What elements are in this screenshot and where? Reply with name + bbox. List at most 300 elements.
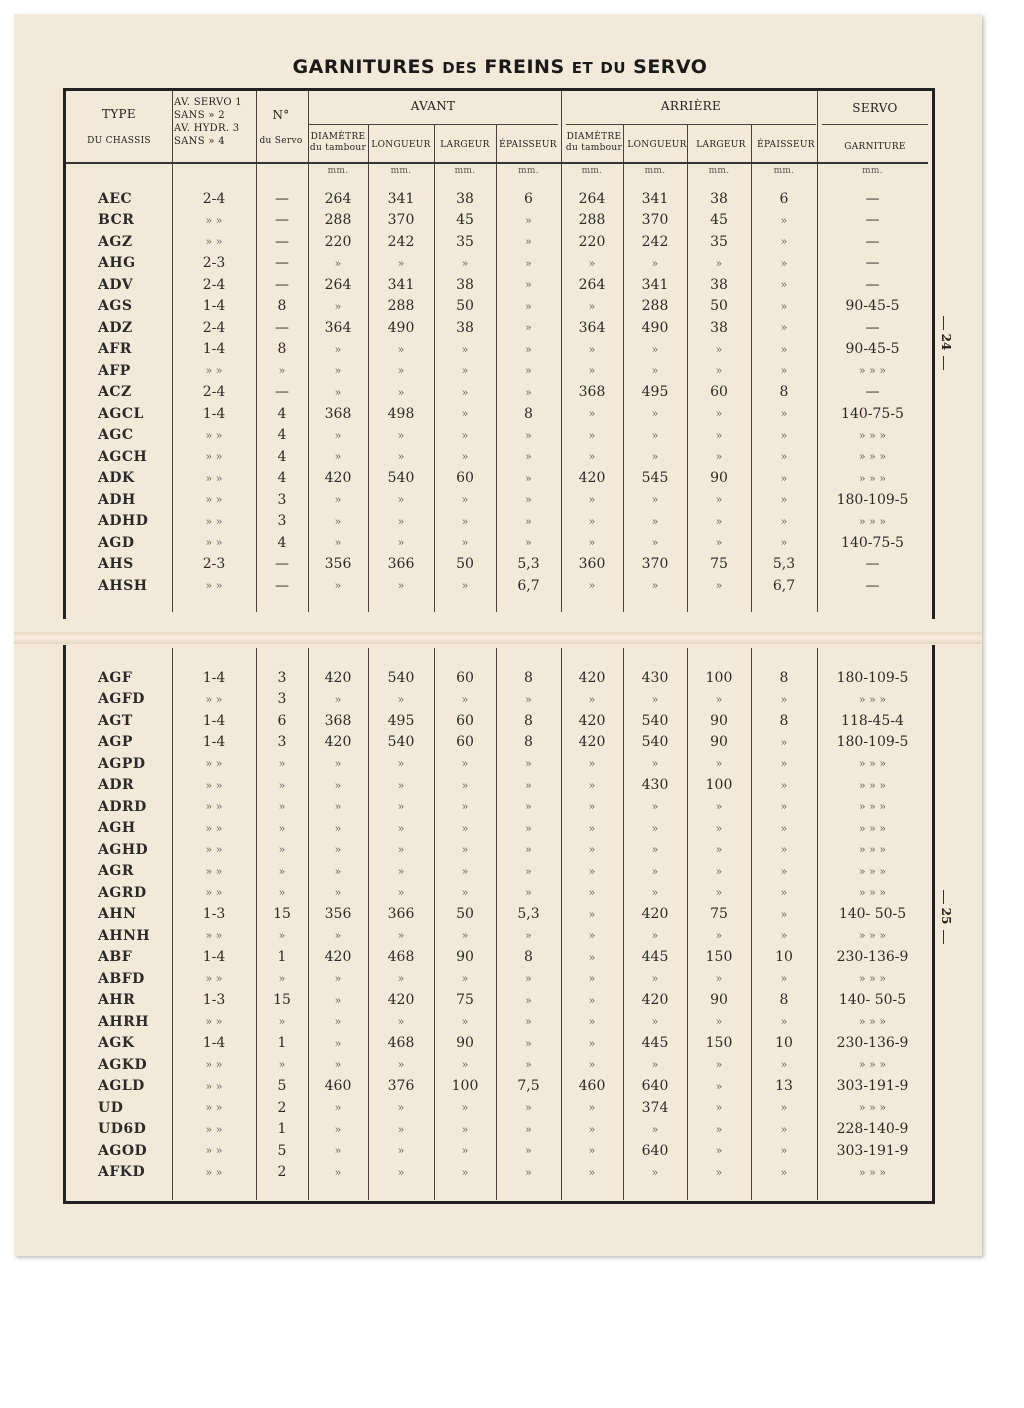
table-row [66, 732, 928, 754]
table-cell: » [525, 1101, 532, 1115]
header-type: TYPE [102, 107, 136, 121]
table-cell: » [461, 1015, 469, 1029]
table-cell: » » [205, 1015, 223, 1029]
table-cell: 368 [578, 384, 606, 401]
table-cell: » [715, 493, 723, 507]
table-row [66, 1076, 928, 1098]
chassis-type-cell: AGP [98, 734, 133, 751]
table-cell: 288 [641, 298, 669, 315]
table-cell: » [715, 1079, 723, 1093]
table-cell: 364 [324, 319, 352, 336]
table-cell: » [461, 1101, 469, 1115]
table-cell: » » [205, 1058, 223, 1072]
table-cell: » [651, 407, 659, 421]
table-cell: » [397, 800, 405, 814]
table-cell: » » » [858, 1058, 887, 1072]
table-row [66, 1162, 928, 1184]
table-cell: 118-45-4 [841, 712, 904, 729]
table-cell: 368 [324, 405, 352, 422]
table-cell: 498 [387, 405, 415, 422]
table-cell: » [334, 1058, 342, 1072]
table-cell: » [461, 843, 469, 857]
chassis-type-cell: ADRD [98, 798, 147, 815]
table-cell: » [651, 800, 659, 814]
table-cell: 220 [578, 233, 606, 250]
table-cell: » [588, 972, 596, 986]
table-cell: » [588, 407, 596, 421]
table-cell: » [588, 1122, 596, 1136]
chassis-type-cell: AHR [98, 992, 136, 1009]
table-cell: » [651, 1165, 659, 1179]
table-row [66, 796, 928, 818]
table-cell: 264 [578, 190, 606, 207]
table-cell: » » [205, 235, 223, 249]
table-cell: » [588, 364, 596, 378]
table-cell: 430 [641, 669, 669, 686]
table-row [66, 317, 928, 339]
table-cell: 180-109-5 [836, 491, 909, 508]
table-cell: 366 [387, 906, 415, 923]
table-cell: » [334, 929, 342, 943]
table-cell: 540 [387, 734, 415, 751]
table-cell: » [334, 972, 342, 986]
table-cell: 356 [324, 556, 352, 573]
table-row [66, 667, 928, 689]
table-cell: » [525, 972, 532, 986]
table-cell: — [865, 556, 880, 573]
chassis-type-cell: AGD [98, 534, 135, 551]
table-cell: 230-136-9 [836, 949, 909, 966]
header-rule-arriere [566, 124, 816, 125]
table-cell: » [397, 821, 405, 835]
table-cell: » » [205, 757, 223, 771]
table-cell: 100 [705, 777, 733, 794]
table-row [66, 446, 928, 468]
table-cell: » [588, 536, 596, 550]
table-cell: » [780, 536, 788, 550]
table-cell: » [780, 493, 788, 507]
table-cell: 90 [710, 992, 728, 1009]
table-cell: — [865, 319, 880, 336]
table-cell: » [397, 757, 405, 771]
table-cell: » » [205, 428, 223, 442]
table-cell: » [278, 929, 286, 943]
table-cell: » [525, 471, 532, 485]
table-cell: 242 [387, 233, 415, 250]
table-cell: » [525, 886, 532, 900]
table-cell: 38 [710, 276, 728, 293]
table-cell: 3 [277, 513, 287, 530]
table-cell: » » » [858, 886, 887, 900]
table-cell: » [715, 1144, 723, 1158]
table-row [66, 775, 928, 797]
table-cell: » [588, 993, 596, 1007]
table-cell: 4 [277, 534, 287, 551]
table-cell: » [588, 1165, 596, 1179]
table-cell: — [275, 233, 289, 250]
table-cell: » [715, 692, 723, 706]
brake-table-bottom [66, 667, 928, 1183]
table-cell: 420 [324, 734, 352, 751]
table-cell: » [461, 692, 469, 706]
table-cell: » [715, 364, 723, 378]
chassis-type-cell: UD [98, 1099, 124, 1116]
table-cell: » [780, 235, 788, 249]
chassis-type-cell: AGF [98, 669, 133, 686]
table-cell: » » [205, 364, 223, 378]
table-cell: » [651, 428, 659, 442]
table-cell: » [334, 1036, 342, 1050]
table-cell: 50 [710, 298, 728, 315]
table-cell: » [588, 821, 596, 835]
table-cell: 10 [775, 949, 793, 966]
table-cell: 3 [277, 491, 287, 508]
table-cell: 90 [710, 734, 728, 751]
table-cell: 2-4 [202, 276, 226, 293]
table-cell: 8 [524, 734, 533, 751]
table-cell: » » [205, 864, 223, 878]
table-cell: » [397, 1122, 405, 1136]
table-cell: 180-109-5 [836, 669, 909, 686]
table-cell: » [715, 843, 723, 857]
table-cell: 376 [387, 1078, 415, 1095]
table-cell: 445 [641, 1035, 669, 1052]
table-cell: » [715, 450, 723, 464]
table-row [66, 296, 928, 318]
table-cell: » [397, 428, 405, 442]
table-cell: » » » [858, 1015, 887, 1029]
table-cell: 38 [456, 319, 474, 336]
table-cell: — [275, 276, 289, 293]
table-cell: » [588, 907, 596, 921]
table-cell: 8 [524, 949, 533, 966]
table-cell: 75 [710, 906, 728, 923]
table-cell: 445 [641, 949, 669, 966]
table-cell: » [780, 778, 788, 792]
chassis-type-cell: ADHD [98, 513, 149, 530]
table-cell: » [278, 757, 286, 771]
table-cell: » » » [858, 929, 887, 943]
table-cell: 1 [277, 949, 287, 966]
table-cell: » [334, 1101, 342, 1115]
table-cell: » » » [858, 1101, 887, 1115]
table-cell: 366 [387, 556, 415, 573]
table-cell: » [780, 1101, 788, 1115]
table-row [66, 689, 928, 711]
table-cell: » [588, 929, 596, 943]
table-cell: » [780, 692, 788, 706]
table-cell: » [334, 778, 342, 792]
table-cell: » [397, 256, 405, 270]
table-cell: » [334, 757, 342, 771]
table-cell: 50 [456, 298, 474, 315]
table-cell: » [651, 1058, 659, 1072]
table-cell: — [275, 255, 289, 272]
header-longueur-avant: LONGUEUR [371, 140, 431, 150]
table-cell: 341 [641, 190, 669, 207]
chassis-type-cell: AGC [98, 427, 134, 444]
chassis-type-cell: AFP [98, 362, 131, 379]
unit-label-mm: mm. [708, 166, 730, 176]
table-cell: 288 [324, 212, 352, 229]
table-cell: 45 [456, 212, 474, 229]
header-rule-avant [308, 124, 558, 125]
header-diametre-avant: DIAMÈTRE du tambour [309, 132, 367, 153]
table-cell: » [525, 321, 532, 335]
page-tick-25a [943, 890, 944, 904]
table-cell: 540 [641, 712, 669, 729]
table-cell: » [461, 364, 469, 378]
table-cell: » [780, 1058, 788, 1072]
table-cell: » [651, 536, 659, 550]
chassis-type-cell: BCR [98, 212, 135, 229]
table-cell: » [397, 579, 405, 593]
table-cell: » [588, 579, 596, 593]
table-cell: 420 [324, 669, 352, 686]
table-cell: 1 [277, 1035, 287, 1052]
table-cell: 50 [456, 556, 474, 573]
table-cell: » [715, 864, 723, 878]
table-cell: 60 [710, 384, 728, 401]
table-row [66, 839, 928, 861]
brake-table-top [66, 188, 928, 597]
table-cell: 90-45-5 [845, 341, 900, 358]
table-cell: 468 [387, 1035, 415, 1052]
table-cell: 364 [578, 319, 606, 336]
table-cell: 2-4 [202, 190, 226, 207]
table-cell: » [278, 1058, 286, 1072]
table-cell: » [651, 514, 659, 528]
table-cell: 495 [641, 384, 669, 401]
table-cell: 1 [277, 1121, 287, 1138]
table-cell: » [525, 778, 532, 792]
table-cell: » [461, 929, 469, 943]
table-cell: » [334, 1165, 342, 1179]
table-cell: » [780, 1144, 788, 1158]
table-row [66, 231, 928, 253]
table-cell: 140- 50-5 [838, 906, 907, 923]
table-cell: 4 [277, 448, 287, 465]
table-cell: 420 [578, 470, 606, 487]
table-cell: » [525, 1058, 532, 1072]
table-cell: » [334, 536, 342, 550]
table-cell: » [715, 1165, 723, 1179]
table-cell: 420 [578, 734, 606, 751]
table-cell: 303-191-9 [836, 1142, 909, 1159]
chassis-type-cell: AHRH [98, 1013, 149, 1030]
table-cell: » [334, 342, 342, 356]
table-cell: » [461, 342, 469, 356]
table-cell: 8 [779, 669, 789, 686]
table-cell: » [461, 407, 469, 421]
chassis-type-cell: AGRD [98, 884, 147, 901]
table-cell: 90 [710, 470, 728, 487]
table-cell: 460 [578, 1078, 606, 1095]
table-cell: 370 [641, 556, 669, 573]
header-avant: AVANT [410, 99, 456, 113]
table-cell: 1-4 [202, 712, 226, 729]
chassis-type-cell: ADK [98, 470, 135, 487]
table-cell: » [397, 536, 405, 550]
table-cell: 5 [277, 1142, 287, 1159]
table-cell: 420 [324, 949, 352, 966]
table-cell: » [525, 213, 532, 227]
chassis-type-cell: AGT [98, 712, 133, 729]
table-cell: » » [205, 778, 223, 792]
header-chassis: DU CHASSIS [87, 136, 151, 146]
table-cell: » [461, 864, 469, 878]
table-cell: 540 [641, 734, 669, 751]
table-cell: » [334, 579, 342, 593]
table-row [66, 468, 928, 490]
table-row [66, 925, 928, 947]
table-cell: 1-4 [202, 298, 226, 315]
table-cell: 5,3 [772, 556, 796, 573]
table-cell: 1-4 [202, 669, 226, 686]
table-cell: 430 [641, 777, 669, 794]
table-cell: » [397, 342, 405, 356]
table-cell: 100 [705, 669, 733, 686]
table-cell: » [588, 843, 596, 857]
table-cell: 13 [775, 1078, 793, 1095]
header-epaisseur-avant: ÉPAISSEUR [499, 140, 557, 150]
table-cell: » » » [858, 514, 887, 528]
chassis-type-cell: AGCL [98, 405, 144, 422]
table-cell: » [588, 450, 596, 464]
table-cell: — [865, 384, 880, 401]
table-cell: » [651, 886, 659, 900]
table-row [66, 1140, 928, 1162]
table-cell: » » » [858, 1165, 887, 1179]
table-cell: » [780, 364, 788, 378]
chassis-type-cell: UD6D [98, 1121, 147, 1138]
table-cell: 341 [387, 190, 415, 207]
table-row [66, 904, 928, 926]
page-tick-25b [943, 930, 944, 944]
table-cell: » [715, 929, 723, 943]
table-cell: 38 [456, 190, 474, 207]
table-cell: 228-140-9 [836, 1121, 909, 1138]
table-cell: 2-3 [202, 255, 226, 272]
table-cell: » » [205, 1122, 223, 1136]
table-row [66, 753, 928, 775]
table-cell: » [334, 1144, 342, 1158]
table-cell: » [525, 929, 532, 943]
table-cell: 242 [641, 233, 669, 250]
table-cell: » [334, 256, 342, 270]
table-cell: » [461, 1165, 469, 1179]
table-cell: 2 [277, 1099, 287, 1116]
table-cell: 288 [387, 298, 415, 315]
table-cell: » » [205, 1144, 223, 1158]
table-cell: » [651, 972, 659, 986]
table-cell: » [651, 256, 659, 270]
table-cell: » [525, 757, 532, 771]
table-cell: » » [205, 692, 223, 706]
table-cell: 420 [578, 669, 606, 686]
table-cell: » [525, 364, 532, 378]
table-cell: » » [205, 514, 223, 528]
table-cell: 1-4 [202, 1035, 226, 1052]
chassis-type-cell: AGKD [98, 1056, 148, 1073]
table-cell: 6,7 [517, 577, 540, 594]
table-cell: 1-4 [202, 734, 226, 751]
table-cell: 368 [324, 712, 352, 729]
chassis-type-cell: ABFD [98, 970, 145, 987]
table-cell: » [780, 450, 788, 464]
table-cell: 150 [705, 1035, 733, 1052]
table-cell: » [334, 514, 342, 528]
table-cell: 75 [456, 992, 474, 1009]
table-cell: 60 [456, 734, 474, 751]
table-cell: 540 [387, 669, 415, 686]
table-cell: 490 [641, 319, 669, 336]
table-row [66, 210, 928, 232]
table-cell: 2-3 [202, 556, 226, 573]
table-cell: 4 [277, 470, 287, 487]
table-cell: 264 [324, 190, 352, 207]
table-cell: » [780, 735, 788, 749]
table-cell: » [461, 886, 469, 900]
page-number-25: 25 [939, 907, 953, 925]
table-cell: » » [205, 1079, 223, 1093]
table-row [66, 710, 928, 732]
table-cell: » [461, 972, 469, 986]
table-cell: — [275, 384, 289, 401]
table-cell: » [588, 800, 596, 814]
chassis-type-cell: ADR [98, 777, 135, 794]
table-cell: » » » [858, 757, 887, 771]
table-cell: » [780, 1122, 788, 1136]
table-cell: » [715, 972, 723, 986]
table-cell: » [461, 450, 469, 464]
table-cell: » [715, 757, 723, 771]
header-largeur-arriere: LARGEUR [696, 140, 746, 150]
table-cell: 374 [641, 1099, 669, 1116]
table-cell: » [780, 428, 788, 442]
page-title: GARNITURES DES FREINS ET DU SERVO [292, 56, 708, 78]
table-cell: » [780, 972, 788, 986]
table-cell: » [334, 364, 342, 378]
table-cell: » » » [858, 864, 887, 878]
table-cell: » [588, 1036, 596, 1050]
table-row [66, 339, 928, 361]
table-cell: » » » [858, 821, 887, 835]
table-cell: » [525, 385, 532, 399]
table-cell: » [397, 778, 405, 792]
table-cell: » [525, 821, 532, 835]
table-cell: » [588, 886, 596, 900]
table-cell: » [651, 821, 659, 835]
table-cell: » [588, 1015, 596, 1029]
table-cell: » [780, 342, 788, 356]
table-row [66, 511, 928, 533]
table-cell: 90 [710, 712, 728, 729]
table-cell: » [397, 692, 405, 706]
table-cell: » [780, 299, 788, 313]
table-cell: » [651, 579, 659, 593]
chassis-type-cell: AGZ [98, 233, 133, 250]
table-cell: » [334, 428, 342, 442]
chassis-type-cell: AGOD [98, 1142, 148, 1159]
table-cell: » [588, 428, 596, 442]
table-cell: » [651, 864, 659, 878]
chassis-type-cell: AGK [98, 1035, 135, 1052]
chassis-type-cell: AHS [98, 556, 134, 573]
table-cell: » [715, 821, 723, 835]
table-cell: » [397, 493, 405, 507]
table-cell: » [780, 514, 788, 528]
